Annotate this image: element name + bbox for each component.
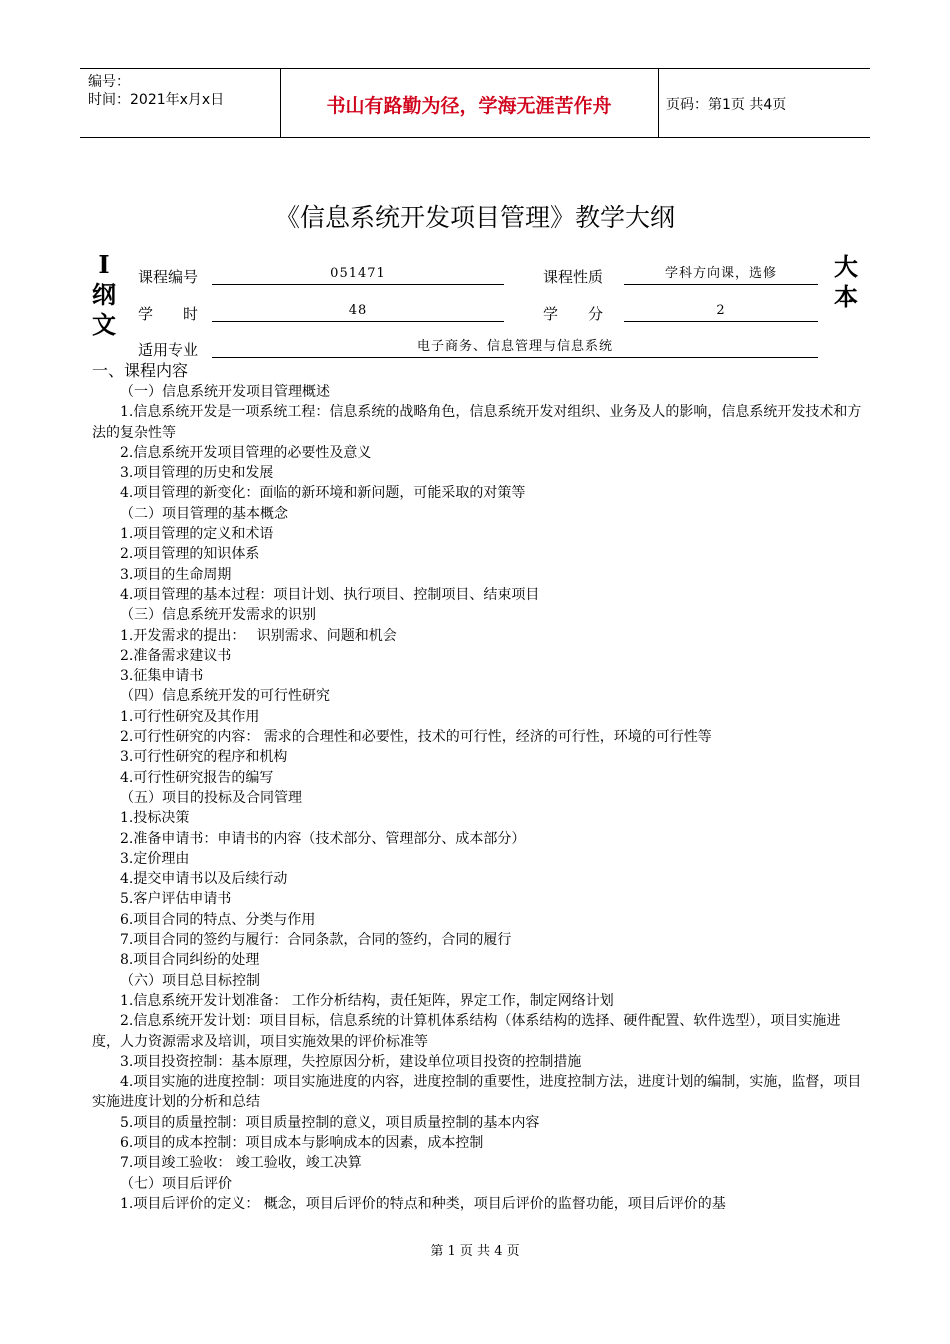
- hours-value: 48: [212, 301, 504, 322]
- side-text-left: [88, 250, 120, 340]
- list-item: 3.项目管理的历史和发展: [120, 465, 274, 482]
- list-item: 2.准备需求建议书: [120, 647, 232, 664]
- list-item: 1.项目后评价的定义： 概念，项目后评价的特点和种类，项目后评价的监督功能，项目后评价的基: [120, 1195, 726, 1212]
- list-item: 1.投标决策: [120, 810, 190, 827]
- document-number-label: 编号：: [88, 74, 130, 90]
- list-item: 5.项目的质量控制：项目质量控制的意义，项目质量控制的基本内容: [120, 1114, 540, 1131]
- side-char: 大: [834, 252, 858, 281]
- list-item: 3.可行性研究的程序和机构: [120, 749, 288, 766]
- list-item: 1.信息系统开发是一项系统工程：信息系统的战略角色，信息系统开发对组织、业务及人的影响，信息系统开发技术和方法的复杂性等: [92, 404, 862, 441]
- subsection-heading: （五）项目的投标及合同管理: [120, 789, 302, 806]
- subsection-heading: （四）信息系统开发的可行性研究: [120, 688, 330, 705]
- course-type-value: 学科方向课，选修: [624, 264, 818, 285]
- side-text-right: [830, 252, 862, 312]
- list-item: 3.项目投资控制：基本原理，失控原因分析，建设单位项目投资的控制措施: [120, 1053, 582, 1070]
- list-item: 1.可行性研究及其作用: [120, 708, 260, 725]
- course-content: [92, 360, 862, 1214]
- list-item: 4.可行性研究报告的编写: [120, 769, 274, 786]
- list-item: 3.定价理由: [120, 850, 190, 867]
- header-divider: [658, 69, 659, 137]
- side-char: 文: [92, 310, 116, 339]
- header-left: [88, 73, 224, 109]
- credits-label: 学 分: [543, 305, 604, 323]
- major-value: 电子商务、信息管理与信息系统: [212, 337, 818, 358]
- page-footer: 第 1 页 共 4 页: [430, 1244, 520, 1259]
- list-item: 7.项目合同的签约与履行：合同条款，合同的签约，合同的履行: [120, 932, 512, 949]
- hours-label: 学 时: [138, 305, 199, 323]
- section-heading: 一、课程内容: [92, 361, 189, 380]
- list-item: 2.项目管理的知识体系: [120, 546, 260, 563]
- document-date: 时间：2021年x月x日: [88, 92, 225, 108]
- side-char: 本: [834, 282, 858, 311]
- list-item: 7.项目竣工验收： 竣工验收，竣工决算: [120, 1155, 362, 1172]
- list-item: 2.可行性研究的内容： 需求的合理性和必要性，技术的可行性，经济的可行性，环境的可行性等: [120, 729, 712, 746]
- course-code-value: 051471: [212, 264, 504, 285]
- list-item: 8.项目合同纠纷的处理: [120, 952, 260, 969]
- list-item: 4.项目管理的基本过程：项目计划、执行项目、控制项目、结束项目: [120, 586, 540, 603]
- major-label: 适用专业: [138, 341, 199, 359]
- course-code-label: 课程编号: [138, 268, 199, 286]
- list-item: 2.信息系统开发项目管理的必要性及意义: [120, 444, 372, 461]
- list-item: 3.项目的生命周期: [120, 566, 232, 583]
- list-item: 1.信息系统开发计划准备： 工作分析结构，责任矩阵，界定工作，制定网络计划: [120, 992, 614, 1009]
- list-item: 2.准备申请书：申请书的内容（技术部分、管理部分、成本部分）: [120, 830, 526, 847]
- credits-value: 2: [624, 301, 818, 322]
- course-type-label: 课程性质: [543, 268, 604, 286]
- list-item: 4.项目实施的进度控制：项目实施进度的内容，进度控制的重要性，进度控制方法，进度计划的编制，实施，监督，项目实施进度计划的分析和总结: [92, 1074, 862, 1111]
- header-motto: 书山有路勤为径，学海无涯苦作舟: [326, 95, 612, 117]
- subsection-heading: （三）信息系统开发需求的识别: [120, 607, 316, 624]
- subsection-list: [92, 382, 862, 1214]
- list-item: 1.开发需求的提出： 识别需求、问题和机会: [120, 627, 397, 644]
- list-item: 1.项目管理的定义和术语: [120, 526, 274, 543]
- subsection-heading: （一）信息系统开发项目管理概述: [120, 384, 330, 400]
- list-item: 6.项目合同的特点、分类与作用: [120, 911, 316, 928]
- list-item: 4.提交申请书以及后续行动: [120, 871, 288, 888]
- subsection-heading: （六）项目总目标控制: [120, 972, 260, 989]
- side-char: I: [98, 250, 110, 279]
- list-item: 3.征集申请书: [120, 668, 204, 685]
- document-title: 《信息系统开发项目管理》教学大纲: [274, 203, 675, 232]
- page-header: [80, 68, 870, 138]
- list-item: 6.项目的成本控制：项目成本与影响成本的因素，成本控制: [120, 1134, 484, 1151]
- side-char: 纲: [92, 280, 116, 309]
- list-item: 4.项目管理的新变化：面临的新环境和新问题，可能采取的对策等: [120, 485, 526, 502]
- subsection-heading: （二）项目管理的基本概念: [120, 505, 288, 522]
- subsection-heading: （七）项目后评价: [120, 1175, 232, 1192]
- header-page-number: 页码：第1页 共4页: [666, 97, 787, 113]
- list-item: 2.信息系统开发计划：项目目标，信息系统的计算机体系结构（体系结构的选择、硬件配置、软件选型），项目实施进度，人力资源需求及培训，项目实施效果的评价标准等: [92, 1013, 841, 1050]
- list-item: 5.客户评估申请书: [120, 891, 232, 908]
